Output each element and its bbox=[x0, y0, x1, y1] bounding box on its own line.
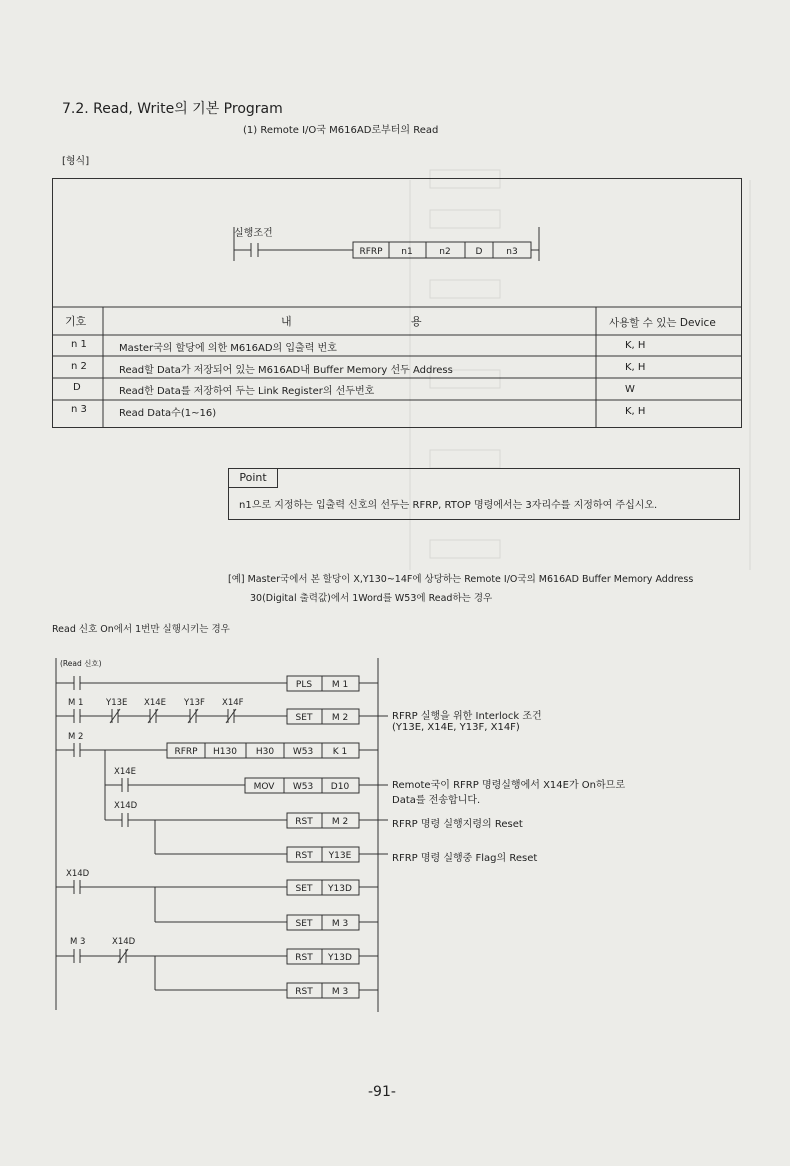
pls-dev: M 1 bbox=[331, 680, 349, 690]
box-n1: n1 bbox=[401, 247, 413, 257]
rst2-dev: Y13E bbox=[328, 851, 352, 861]
set2-dev: Y13D bbox=[328, 884, 352, 894]
contact-x14d-c: X14D bbox=[112, 937, 136, 947]
contact-x14e: X14E bbox=[114, 767, 137, 777]
header-content-right: 용 bbox=[411, 315, 422, 328]
comment-transfer: Remote국이 RFRP 명령실행에서 X14E가 On하므로 bbox=[392, 780, 625, 791]
row2-symbol: n 2 bbox=[71, 361, 87, 372]
rfrp-a1: H130 bbox=[213, 747, 237, 757]
comment-reset-flag: RFRP 명령 실행중 Flag의 Reset bbox=[392, 853, 538, 864]
set3-dev: M 3 bbox=[331, 919, 349, 929]
row4-device: K, H bbox=[625, 406, 646, 417]
comment-interlock: RFRP 실행을 위한 Interlock 조건 bbox=[392, 711, 542, 722]
row3-symbol: D bbox=[73, 382, 81, 393]
set1-dev: M 2 bbox=[331, 713, 349, 723]
example-line-1: [예] Master국에서 본 할당이 X,Y130~14F에 상당하는 Remote I/O국의 M616AD Buffer Memory Address bbox=[228, 574, 694, 585]
comment-reset-cmd: RFRP 명령 실행지령의 Reset bbox=[392, 819, 523, 830]
page-number: -91- bbox=[368, 1084, 396, 1100]
row4-desc: Read Data수(1~16) bbox=[119, 408, 217, 419]
rst3-dev: Y13D bbox=[328, 953, 352, 963]
point-text: n1으로 지정하는 입출력 신호의 선두는 RFRP, RTOP 명령에서는 3자리수를 지정하여 주십시오. bbox=[239, 500, 658, 511]
row3-desc: Read한 Data를 저장하여 두는 Link Register의 선두번호 bbox=[119, 386, 375, 397]
set3-op: SET bbox=[295, 919, 313, 929]
row2-desc: Read할 Data가 저장되어 있는 M616AD내 Buffer Memory 선두 Address bbox=[119, 365, 453, 376]
rst2-op: RST bbox=[295, 851, 313, 861]
comment-transfer-2: Data를 전송합니다. bbox=[392, 795, 481, 806]
read-case-caption: Read 신호 On에서 1번만 실행시키는 경우 bbox=[52, 624, 230, 635]
read-signal-label: (Read 신호) bbox=[60, 659, 102, 668]
contact-y13f: Y13F bbox=[184, 698, 205, 708]
section-subtitle: (1) Remote I/O국 M616AD로부터의 Read bbox=[243, 125, 439, 136]
contact-label: 실행조건 bbox=[234, 228, 273, 239]
mov-op: MOV bbox=[253, 782, 275, 792]
mov-a1: W53 bbox=[292, 782, 314, 792]
contact-m1: M 1 bbox=[68, 698, 84, 708]
set2-op: SET bbox=[295, 884, 313, 894]
contact-m3: M 3 bbox=[70, 937, 86, 947]
row2-device: K, H bbox=[625, 362, 646, 373]
row1-symbol: n 1 bbox=[71, 339, 87, 350]
contact-x14d-a: X14D bbox=[114, 801, 138, 811]
header-content-left: 내 bbox=[281, 315, 292, 328]
box-n2: n2 bbox=[439, 247, 451, 257]
contact-y13e: Y13E bbox=[106, 698, 128, 708]
pls-op: PLS bbox=[295, 680, 313, 690]
row4-symbol: n 3 bbox=[71, 404, 87, 415]
rst1-dev: M 2 bbox=[331, 817, 349, 827]
rst4-dev: M 3 bbox=[331, 987, 349, 997]
box-d: D bbox=[475, 247, 483, 257]
set1-op: SET bbox=[295, 713, 313, 723]
rfrp-a2: H30 bbox=[255, 747, 275, 757]
contact-m2: M 2 bbox=[68, 732, 84, 742]
mov-a2: D10 bbox=[330, 782, 350, 792]
comment-interlock-list: (Y13E, X14E, Y13F, X14F) bbox=[392, 722, 520, 733]
header-symbol: 기호 bbox=[65, 315, 87, 328]
box-n3: n3 bbox=[506, 247, 518, 257]
rst3-op: RST bbox=[295, 953, 313, 963]
rfrp-a4: K 1 bbox=[332, 747, 348, 757]
row1-device: K, H bbox=[625, 340, 646, 351]
contact-x14f: X14F bbox=[222, 698, 244, 708]
rst1-op: RST bbox=[295, 817, 313, 827]
section-title: 7.2. Read, Write의 기본 Program bbox=[62, 101, 283, 117]
point-label: Point bbox=[229, 469, 278, 488]
header-device: 사용할 수 있는 Device bbox=[609, 317, 716, 329]
contact-x14d-b: X14D bbox=[66, 869, 90, 879]
row1-desc: Master국의 할당에 의한 M616AD의 입출력 번호 bbox=[119, 343, 337, 354]
contact-x14e-nc: X14E bbox=[144, 698, 167, 708]
rfrp-a3: W53 bbox=[292, 747, 314, 757]
format-label: [형식] bbox=[62, 156, 90, 167]
rfrp-op: RFRP bbox=[174, 747, 198, 757]
box-rfrp: RFRP bbox=[359, 247, 383, 257]
rst4-op: RST bbox=[295, 987, 313, 997]
example-line-2: 30(Digital 출력값)에서 1Word를 W53에 Read하는 경우 bbox=[250, 593, 493, 604]
row3-device: W bbox=[625, 384, 635, 395]
